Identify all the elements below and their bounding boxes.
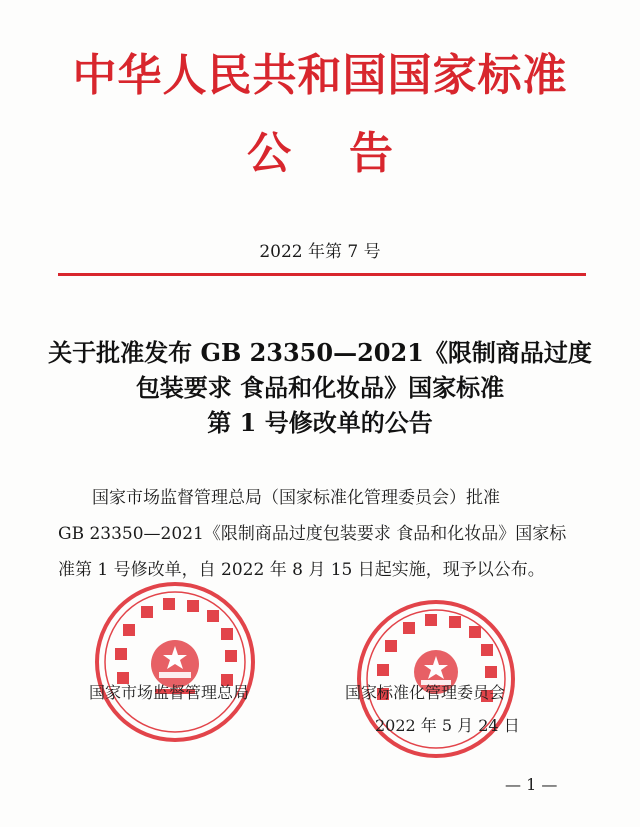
- body-line: GB 23350—2021《限制商品过度包装要求 食品和化妆品》国家标: [58, 524, 567, 544]
- announcement-heading: 公告: [247, 128, 451, 179]
- body-line: 国家市场监督管理总局（国家标准化管理委员会）批准: [92, 488, 500, 508]
- notice-body: [58, 480, 588, 588]
- issue-date: 2022 年 5 月 24 日: [375, 716, 520, 735]
- issuer-sac: 国家标准化管理委员会: [345, 683, 506, 702]
- title-line: 关于批准发布 GB 23350—2021《限制商品过度: [48, 338, 592, 367]
- masthead-title: 中华人民共和国国家标准: [72, 50, 568, 101]
- notice-title: [40, 335, 600, 440]
- title-line: 包装要求 食品和化妆品》国家标准: [135, 373, 505, 402]
- issuer-samr: 国家市场监督管理总局: [89, 683, 250, 702]
- seal-emblem-icon: [99, 586, 251, 738]
- title-line: 第 1 号修改单的公告: [207, 408, 433, 437]
- red-divider: [58, 273, 586, 276]
- issue-number: 2022 年第 7 号: [259, 242, 381, 262]
- official-seal-samr: [95, 582, 255, 742]
- body-line: 准第 1 号修改单，自 2022 年 8 月 15 日起实施，现予以公布。: [58, 560, 545, 580]
- page-number: — 1 —: [505, 775, 558, 794]
